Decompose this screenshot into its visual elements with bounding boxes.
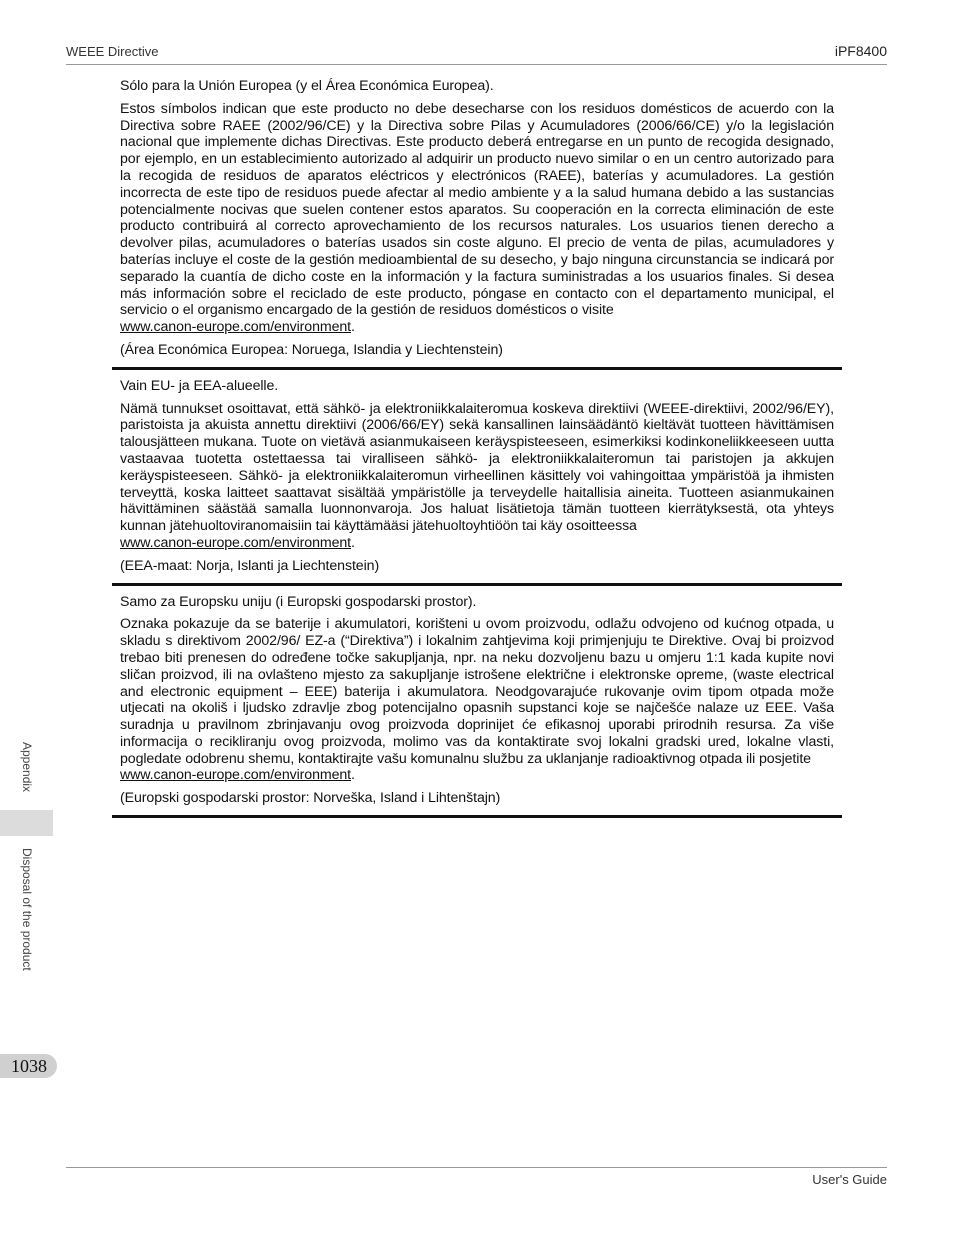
section-body-text: Nämä tunnukset osoittavat, että sähkö- ja elektroniikkalaiteromua koskeva direktiivi (WEEE-direktiivi, 2002/96/EY), paristoista ja akuista annettu direktiivi (2006/66/EY) sekä kansallinen lainsäädäntö kieltävät tuotteen hävittämisen talousjätteen mukana. Tuote on vietävä asianmukaiseen keräyspisteeseen, esimerkiksi kodinkoneliikkeeseen uutta vastaavaa tuotetta ostettaessa tai viralliseen sähkö- ja elektroniikkalaiteromun tai paristojen ja akkujen keräyspisteeseen. Sähkö- ja elektroniikkalaiteromun virheellinen käsittely voi vahingoittaa ympäristöä ja ihmisten terveyttä, koska laitteet saattavat sisältää ympäristölle ja terveydelle haitallisia aineita. Tuotteen asianmukainen hävittäminen säästää samalla luonnonvaroja. Jos haluat lisätietoja tämän tuotteen kierrätyksestä, ota yhteys kunnan jätehuoltoviranomaisiin tai käyttämääsi jätehuoltoyhtiöön tai käy osoitteessa bbox=[120, 400, 834, 535]
header-divider bbox=[66, 64, 887, 65]
section-note: (Europski gospodarski prostor: Norveška, Island i Lihtenštajn) bbox=[120, 790, 501, 807]
environment-link[interactable]: www.canon-europe.com/environment bbox=[120, 534, 352, 551]
sidebar-appendix-label: Appendix bbox=[20, 742, 34, 793]
section-divider bbox=[112, 583, 842, 586]
environment-link[interactable]: www.canon-europe.com/environment bbox=[120, 319, 352, 336]
section-note: (EEA-maat: Norja, Islanti ja Liechtenstein) bbox=[120, 557, 380, 574]
section-intro: Samo za Europsku uniju (i Europski gospodarski prostor). bbox=[120, 593, 477, 610]
section-body: Nämä tunnukset osoittavat, että sähkö- ja elektroniikkalaiteromua koskeva direktiivi (WEEE-direktiivi, 2002/96/EY), paristoista ja akuista annettu direktiivi (2006/66/EY) sekä kansallinen lainsäädäntö kieltävät tuotteen hävittämisen talousjätteen mukana. Tuote on vietävä asianmukaiseen keräyspisteeseen, esimerkiksi kodinkoneliikkeeseen uutta vastaavaa tuotetta ostettaessa tai viralliseen sähkö- ja elektroniikkalaiteromun tai paristojen ja akkujen keräyspisteeseen. Sähkö- ja elektroniikkalaiteromun virheellinen käsittely voi vahingoittaa ympäristöä ja ihmisten terveyttä, koska laitteet saattavat sisältää ympäristölle ja terveydelle haitallisia aineita. Tuotteen asianmukainen hävittäminen säästää samalla luonnonvaroja. Jos haluat lisätietoja tämän tuotteen kierrätyksestä, ota yhteys kunnan jätehuoltoviranomaisiin tai käyttämääsi jätehuoltoyhtiöön tai käy osoitteessa www.canon-europe.com/environment. bbox=[120, 400, 834, 551]
page-number: 1038 bbox=[0, 1054, 57, 1078]
header-model-name: iPF8400 bbox=[834, 43, 887, 59]
environment-link[interactable]: www.canon-europe.com/environment bbox=[120, 767, 352, 784]
section-intro: Sólo para la Unión Europea (y el Área Económica Europea). bbox=[120, 78, 494, 94]
section-note: (Área Económica Europea: Noruega, Islandia y Liechtenstein) bbox=[120, 341, 503, 358]
sidebar-disposal-label: Disposal of the product bbox=[20, 848, 34, 971]
sidebar-tab-marker bbox=[0, 810, 53, 836]
footer-guide-title: User's Guide bbox=[812, 1172, 887, 1187]
section-intro: Vain EU- ja EEA-alueelle. bbox=[120, 377, 279, 394]
footer-divider bbox=[66, 1167, 887, 1168]
page-content bbox=[112, 74, 842, 826]
section-body: Oznaka pokazuje da se baterije i akumulatori, korišteni u ovom proizvodu, odlažu odvojeno od kućnog otpada, u skladu s direktivom 2002/96/ EZ-a (“Direktiva”) i lokalnim zahtjevima koji primjenjuju te Direktive. Ovaj bi proizvod trebao biti prenesen do određene točke sakupljanja, npr. na neku dozvoljenu bazu u omjeru 1:1 kada kupite novi sličan proizvod, ili na ovlašteno mjesto za sakupljanje istrošene električne i elektronske opreme, (waste electrical and electronic equipment – EEE) baterija i akumulatora. Neodgovarajuće rukovanje ovim tipom otpada može utjecati na okoliš i ljudsko zdravlje zbog potencijalno opasnih supstanci koje se najčešće nalaze uz EEE. Vaša suradnja u pravilnom zbrinjavanju ovog proizvoda doprinijet će efikasnoj uporabi prirodnih resursa. Za više informacija o recikliranju ovog proizvoda, molimo vas da kontaktirate svoj lokalni gradski ured, lokalne vlasti, pogledate odobrenu shemu, kontaktirajte vašu komunalnu službu za uklanjanje radioaktivnog otpada ili posjetite www.canon-europe.com/environment. bbox=[120, 616, 834, 784]
section-divider bbox=[112, 815, 842, 818]
section-body-text: Oznaka pokazuje da se baterije i akumulatori, korišteni u ovom proizvodu, odlažu odvojeno od kućnog otpada, u skladu s direktivom 2002/96/ EZ-a (“Direktiva”) i lokalnim zahtjevima koji primjenjuju te Direktive. Ovaj bi proizvod trebao biti prenesen do određene točke sakupljanja, npr. na neku dozvoljenu bazu u omjeru 1:1 kada kupite novi sličan proizvod, ili na ovlašteno mjesto za sakupljanje istrošene električne i elektronske opreme, (waste electrical and electronic equipment – EEE) baterija i akumulatora. Neodgovarajuće rukovanje ovim tipom otpada može utjecati na okoliš i ljudsko zdravlje zbog potencijalno opasnih supstanci koje se najčešće nalaze uz EEE. Vaša suradnja u pravilnom zbrinjavanju ovog proizvoda doprinijet će efikasnoj uporabi prirodnih resursa. Za više informacija o recikliranju ovog proizvoda, molimo vas da kontaktirate svoj lokalni gradski ured, lokalne vlasti, pogledate odobrenu shemu, kontaktirajte vašu komunalnu službu za uklanjanje radioaktivnog otpada ili posjetite bbox=[120, 616, 834, 767]
section-body-text: Estos símbolos indican que este producto no debe desecharse con los residuos domésticos de acuerdo con la Directiva sobre RAEE (2002/96/CE) y la Directiva sobre Pilas y Acumuladores (2006/66/CE) y/o la legislación nacional que implemente dichas Directivas. Este producto deberá entregarse en un punto de recogida designado, por ejemplo, en un establecimiento autorizado al adquirir un producto nuevo similar o en un centro autorizado para la recogida de residuos de aparatos eléctricos y electrónicos (RAEE), baterías y acumuladores. La gestión incorrecta de este tipo de residuos puede afectar al medio ambiente y a la salud humana debido a las sustancias potencialmente nocivas que suelen contener estos aparatos. Su cooperación en la correcta eliminación de este producto contribuirá al correcto aprovechamiento de los recursos naturales. Los usuarios tienen derecho a devolver pilas, acumuladores o baterías usados sin coste alguno. El precio de venta de pilas, acumuladores y baterías incluye el coste de la gestión medioambiental de su desecho, y bajo ninguna circunstancia se indicará por separado la cuantía de dicho coste en la información y la factura suministradas a los usuarios finales. Si desea más información sobre el reciclado de este producto, póngase en contacto con el departamento municipal, el servicio o el organismo encargado de la gestión de residuos domésticos o visite bbox=[120, 100, 834, 319]
section-finnish bbox=[112, 378, 842, 575]
header-section-title: WEEE Directive bbox=[66, 44, 159, 59]
section-spanish bbox=[112, 78, 842, 359]
section-croatian bbox=[112, 594, 842, 808]
section-divider bbox=[112, 367, 842, 370]
section-body: Estos símbolos indican que este producto no debe desecharse con los residuos domésticos de acuerdo con la Directiva sobre RAEE (2002/96/CE) y la Directiva sobre Pilas y Acumuladores (2006/66/CE) y/o la legislación nacional que implemente dichas Directivas. Este producto deberá entregarse en un punto de recogida designado, por ejemplo, en un establecimiento autorizado al adquirir un producto nuevo similar o en un centro autorizado para la recogida de residuos de aparatos eléctricos y electrónicos (RAEE), baterías y acumuladores. La gestión incorrecta de este tipo de residuos puede afectar al medio ambiente y a la salud humana debido a las sustancias potencialmente nocivas que suelen contener estos aparatos. Su cooperación en la correcta eliminación de este producto contribuirá al correcto aprovechamiento de los recursos naturales. Los usuarios tienen derecho a devolver pilas, acumuladores o baterías usados sin coste alguno. El precio de venta de pilas, acumuladores y baterías incluye el coste de la gestión medioambiental de su desecho, y bajo ninguna circunstancia se indicará por separado la cuantía de dicho coste en la información y la factura suministradas a los usuarios finales. Si desea más información sobre el reciclado de este producto, póngase en contacto con el departamento municipal, el servicio o el organismo encargado de la gestión de residuos domésticos o visite www.canon-europe.com/environment. bbox=[120, 100, 834, 336]
